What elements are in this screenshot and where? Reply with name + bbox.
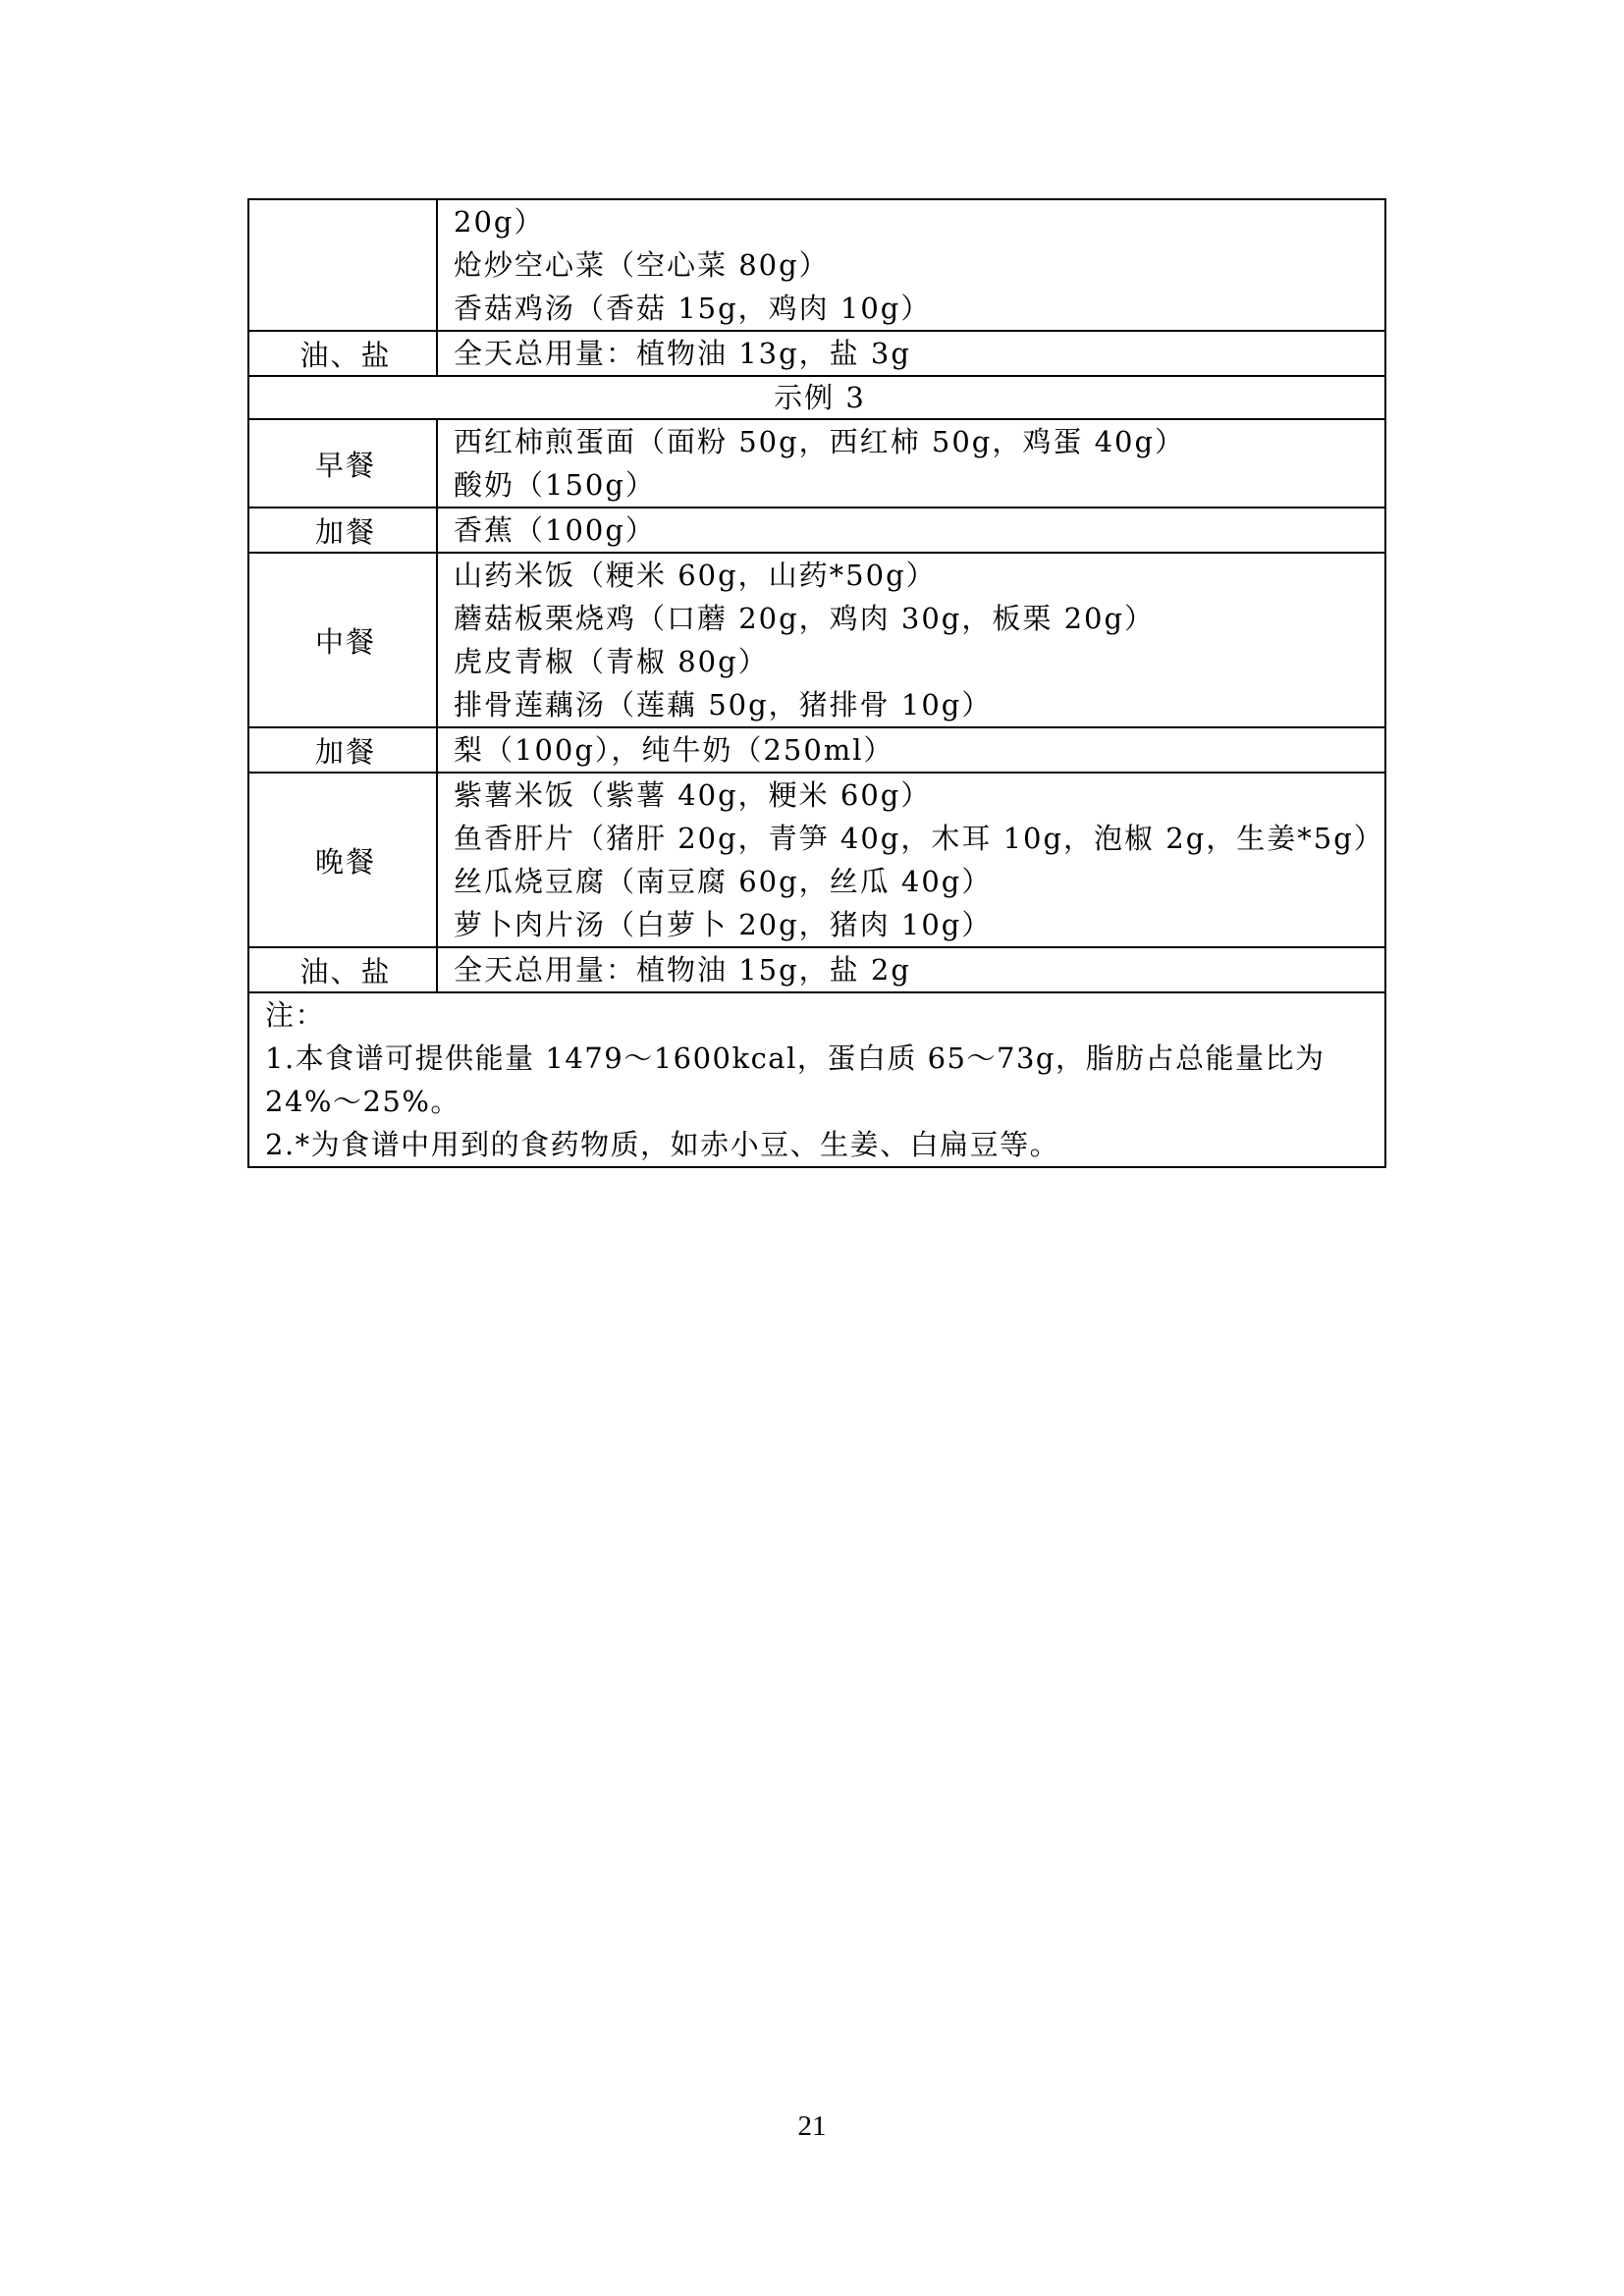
table-row bbox=[248, 376, 1385, 419]
table-row bbox=[248, 727, 1385, 773]
meal-label: 加餐 bbox=[248, 727, 437, 773]
notes-cell bbox=[248, 992, 1385, 1167]
dish-line: 炝炒空心菜（空心菜 80g） bbox=[454, 248, 830, 282]
table-row bbox=[248, 992, 1385, 1167]
dish-line: 山药米饭（粳米 60g，山药*50g） bbox=[454, 559, 937, 592]
dish-line: 20g） bbox=[454, 205, 545, 239]
dish-cell bbox=[437, 947, 1385, 992]
dish-line: 虎皮青椒（青椒 80g） bbox=[454, 645, 769, 678]
meal-label: 油、盐 bbox=[248, 947, 437, 992]
table-row bbox=[248, 419, 1385, 507]
dish-line: 蘑菇板栗烧鸡（口蘑 20g，鸡肉 30g，板栗 20g） bbox=[454, 602, 1156, 635]
example-title: 示例 3 bbox=[248, 376, 1385, 419]
table-row bbox=[248, 331, 1385, 376]
oil-salt-text: 全天总用量：植物油 13g，盐 3g bbox=[454, 337, 911, 370]
table-row bbox=[248, 947, 1385, 992]
dish-line: 梨（100g），纯牛奶（250ml） bbox=[454, 733, 894, 767]
dish-cell bbox=[437, 553, 1385, 727]
dish-line: 鱼香肝片（猪肝 20g，青笋 40g，木耳 10g，泡椒 2g，生姜*5g） bbox=[454, 822, 1384, 855]
dish-cell bbox=[437, 331, 1385, 376]
dish-cell bbox=[437, 199, 1385, 331]
dish-line: 萝卜肉片汤（白萝卜 20g，猪肉 10g） bbox=[454, 908, 993, 941]
dish-line: 香菇鸡汤（香菇 15g，鸡肉 10g） bbox=[454, 292, 932, 325]
meal-label: 晚餐 bbox=[248, 773, 437, 947]
dish-cell bbox=[437, 773, 1385, 947]
dish-line: 排骨莲藕汤（莲藕 50g，猪排骨 10g） bbox=[454, 688, 993, 721]
note-item: 1.本食谱可提供能量 1479～1600kcal，蛋白质 65～73g，脂肪占总能量比为24%～25%。 bbox=[265, 1041, 1326, 1118]
table-row bbox=[248, 773, 1385, 947]
dish-line: 香蕉（100g） bbox=[454, 513, 656, 547]
meal-label: 早餐 bbox=[248, 419, 437, 507]
recipe-table bbox=[247, 198, 1386, 1168]
dish-line: 丝瓜烧豆腐（南豆腐 60g，丝瓜 40g） bbox=[454, 865, 993, 898]
dish-cell bbox=[437, 727, 1385, 773]
table-row bbox=[248, 553, 1385, 727]
dish-line: 紫薯米饭（紫薯 40g，粳米 60g） bbox=[454, 778, 932, 812]
meal-cell-empty bbox=[248, 199, 437, 331]
notes-heading: 注： bbox=[265, 998, 326, 1032]
page-number: 21 bbox=[797, 2110, 827, 2142]
meal-label: 中餐 bbox=[248, 553, 437, 727]
dish-line: 西红柿煎蛋面（面粉 50g，西红柿 50g，鸡蛋 40g） bbox=[454, 425, 1186, 458]
dish-cell bbox=[437, 507, 1385, 553]
dish-line: 酸奶（150g） bbox=[454, 468, 656, 502]
dish-cell bbox=[437, 419, 1385, 507]
meal-label: 油、盐 bbox=[248, 331, 437, 376]
table-row bbox=[248, 199, 1385, 331]
page-content bbox=[247, 198, 1386, 1168]
note-item: 2.*为食谱中用到的食药物质，如赤小豆、生姜、白扁豆等。 bbox=[265, 1128, 1060, 1161]
meal-label: 加餐 bbox=[248, 507, 437, 553]
oil-salt-text: 全天总用量：植物油 15g，盐 2g bbox=[454, 953, 911, 987]
table-row bbox=[248, 507, 1385, 553]
